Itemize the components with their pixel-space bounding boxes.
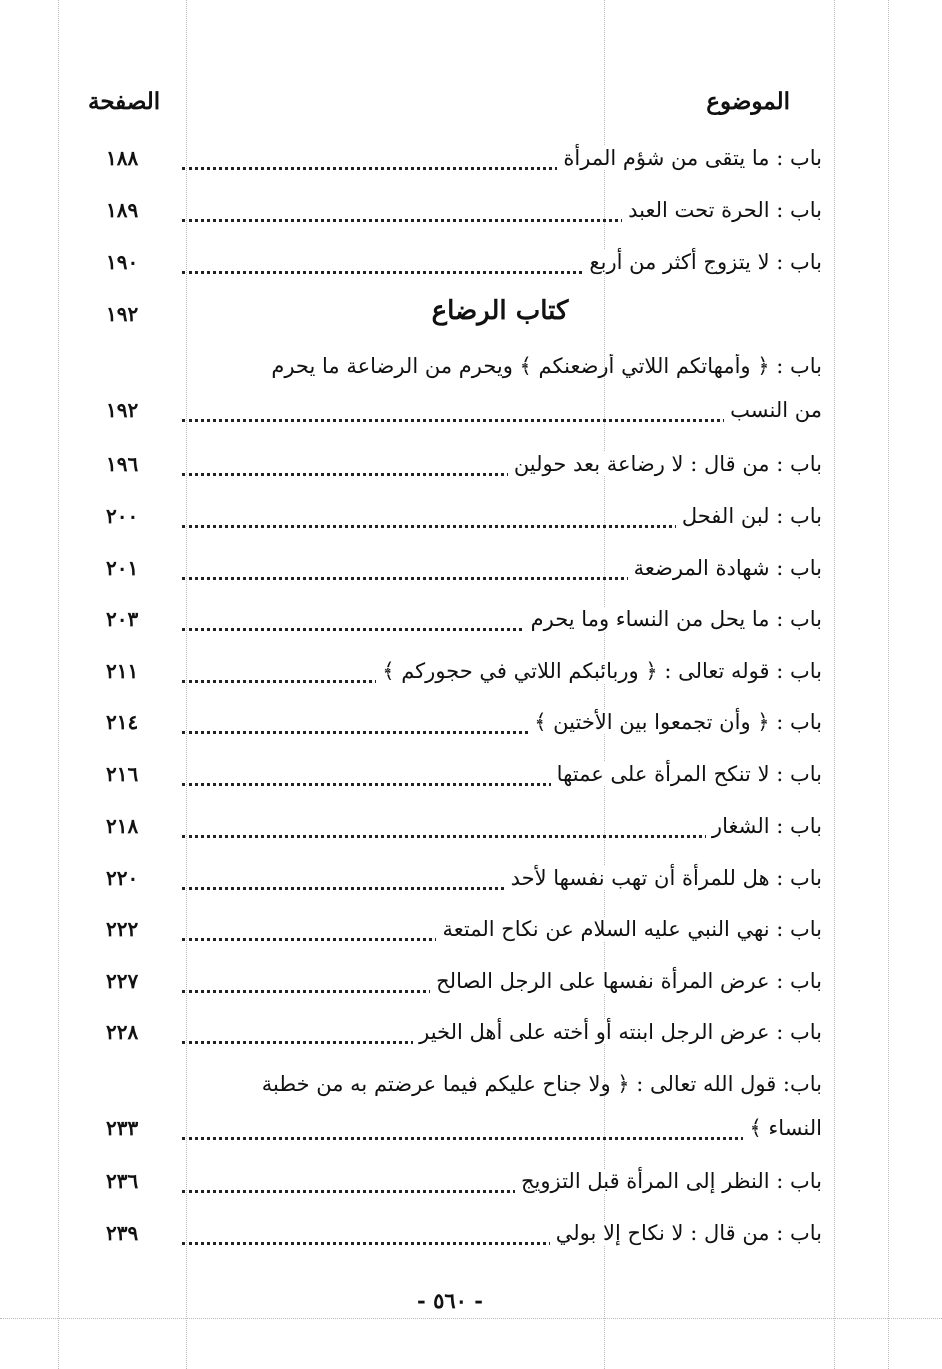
toc-entry <box>100 762 822 796</box>
entry-title: باب : شهادة المرضعة <box>628 556 822 580</box>
entry-first-line: باب: قول الله تعالى : ﴿ ولا جناح عليكم فيما عرضتم به من خطبة <box>261 1072 822 1096</box>
entry-page-number: ٢٣٣ <box>106 1116 139 1140</box>
entry-page-number: ٢٢٧ <box>106 969 139 993</box>
entry-title: باب : هل للمرأة أن تهب نفسها لأحد <box>505 866 822 890</box>
toc-entry <box>100 198 822 232</box>
guide-line <box>834 0 835 1369</box>
toc-entry <box>100 969 822 1003</box>
entry-title: باب : ما يحل من النساء وما يحرم <box>525 607 822 631</box>
toc-entry <box>100 146 822 180</box>
entry-title: باب : من قال : لا رضاعة بعد حولين <box>508 452 822 476</box>
entry-page-number: ٢٣٩ <box>106 1221 139 1245</box>
leader-dots <box>182 1137 822 1140</box>
toc-entry <box>100 504 822 538</box>
entry-title: باب : لا تنكح المرأة على عمتها <box>551 762 822 786</box>
toc-entry <box>100 250 822 284</box>
toc-entry <box>100 710 822 744</box>
entry-page-number: ١٨٨ <box>106 146 139 170</box>
entry-title: باب : لبن الفحل <box>676 504 822 528</box>
toc-entry <box>100 917 822 951</box>
toc-entry <box>100 659 822 693</box>
entry-page-number: ٢٠٣ <box>106 607 139 631</box>
entry-title: من النسب <box>724 398 822 422</box>
entry-page-number: ٢١١ <box>106 659 139 683</box>
toc-entry <box>100 556 822 590</box>
section-page-number: ١٩٢ <box>106 302 139 326</box>
toc-entry <box>100 1221 822 1255</box>
entry-title: باب : ﴿ وأن تجمعوا بين الأختين ﴾ <box>528 710 822 734</box>
entry-title: النساء ﴾ <box>743 1116 822 1140</box>
entry-title: باب : الشغار <box>706 814 822 838</box>
entry-page-number: ٢٢٢ <box>106 917 139 941</box>
entry-page-number: ٢١٤ <box>106 710 139 734</box>
entry-title: باب : النظر إلى المرأة قبل التزويج <box>515 1169 822 1193</box>
page-folio: - ٥٦٠ - <box>417 1288 483 1313</box>
entry-page-number: ١٩٠ <box>106 250 139 274</box>
guide-line <box>58 0 59 1369</box>
entry-title: باب : عرض المرأة نفسها على الرجل الصالح <box>430 969 822 993</box>
guide-line <box>888 0 889 1369</box>
toc-entry <box>100 814 822 848</box>
toc-entry <box>100 398 822 432</box>
entry-title: باب : الحرة تحت العبد <box>622 198 822 222</box>
section-heading: كتاب الرضاع <box>431 296 569 326</box>
toc-entry <box>100 452 822 486</box>
toc-header <box>88 88 790 124</box>
toc-entry <box>100 866 822 900</box>
entry-page-number: ٢١٦ <box>106 762 139 786</box>
toc-entry <box>100 607 822 641</box>
page-column-label: الصفحة <box>88 88 161 115</box>
guide-line <box>0 1318 942 1319</box>
entry-page-number: ٢١٨ <box>106 814 139 838</box>
entry-page-number: ١٩٦ <box>106 452 139 476</box>
entry-page-number: ١٨٩ <box>106 198 139 222</box>
entry-title: باب : قوله تعالى : ﴿ وربائبكم اللاتي في حجوركم ﴾ <box>376 659 822 683</box>
entry-page-number: ٢٠١ <box>106 556 139 580</box>
topic-column-label: الموضوع <box>706 88 790 115</box>
entry-page-number: ٢٣٦ <box>106 1169 139 1193</box>
entry-page-number: ٢٢٨ <box>106 1020 139 1044</box>
entry-title: باب : من قال : لا نكاح إلا بولي <box>550 1221 822 1245</box>
entry-title: باب : لا يتزوج أكثر من أربع <box>583 250 822 274</box>
entry-title: باب : ما يتقى من شؤم المرأة <box>557 146 822 170</box>
entry-title: باب : عرض الرجل ابنته أو أخته على أهل الخير <box>413 1020 822 1044</box>
entry-first-line: باب : ﴿ وأمهاتكم اللاتي أرضعنكم ﴾ ويحرم من الرضاعة ما يحرم <box>271 354 822 378</box>
entry-title: باب : نهي النبي عليه السلام عن نكاح المتعة <box>436 917 822 941</box>
entry-page-number: ٢٢٠ <box>106 866 139 890</box>
toc-entry <box>100 1169 822 1203</box>
entry-page-number: ١٩٢ <box>106 398 139 422</box>
toc-entry <box>100 1020 822 1054</box>
entry-page-number: ٢٠٠ <box>106 504 139 528</box>
toc-entry <box>100 1116 822 1150</box>
